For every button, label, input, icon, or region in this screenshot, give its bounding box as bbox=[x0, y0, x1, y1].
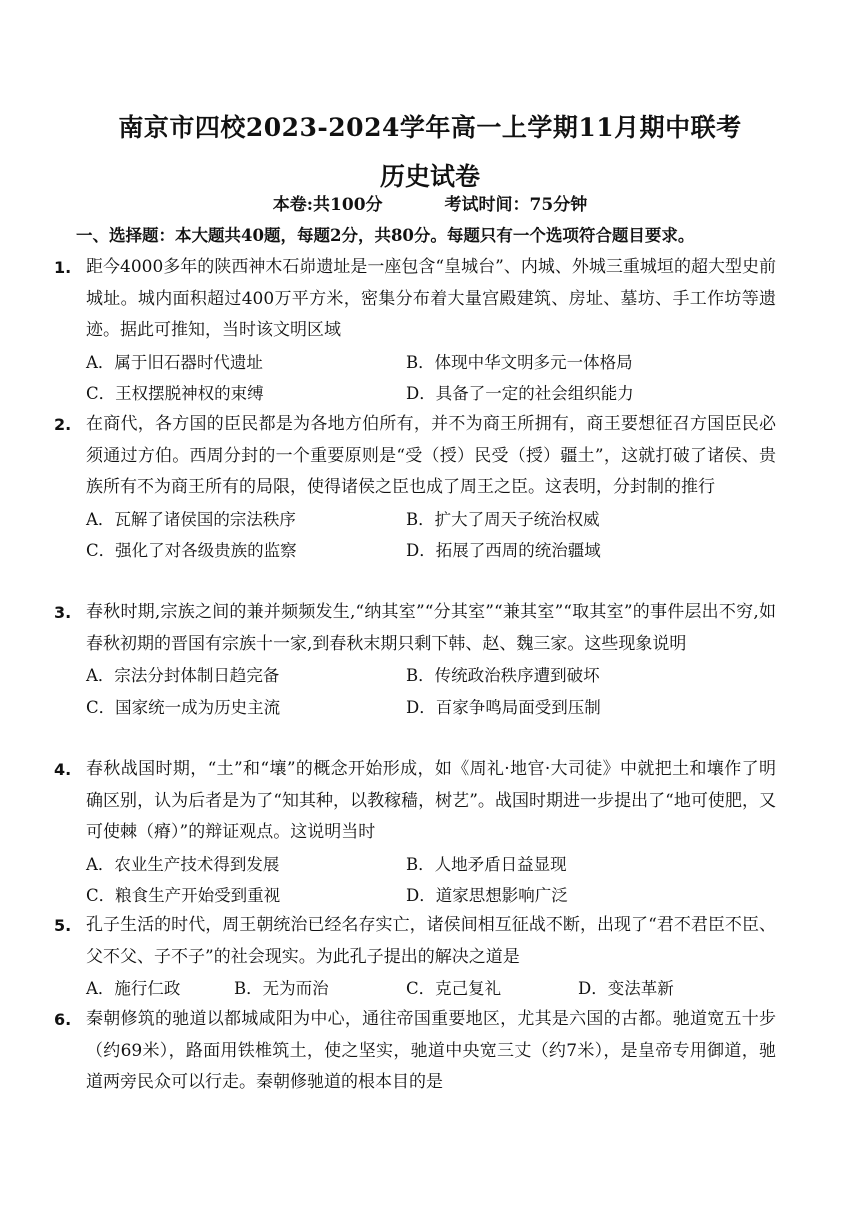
option-a: A．宗法分封体制日趋完备 bbox=[86, 666, 280, 685]
exam-duration: 考试时间：75分钟 bbox=[444, 195, 588, 215]
option-b: B．扩大了周天子统治权威 bbox=[406, 509, 600, 529]
option-c: C．粮食生产开始受到重视 bbox=[86, 886, 281, 905]
option-b: B．体现中华文明多元一体格局 bbox=[406, 352, 633, 372]
option-row bbox=[86, 504, 776, 536]
option-d: D．具备了一定的社会组织能力 bbox=[406, 384, 634, 403]
option-row bbox=[86, 347, 776, 379]
option-b: B．无为而治 bbox=[234, 979, 329, 998]
option-d: D．变法革新 bbox=[578, 979, 674, 998]
question-4 bbox=[54, 754, 776, 912]
section-heading: 一、选择题：本大题共40题，每题2分，共80分。每题只有一个选项符合题目要求。 bbox=[76, 226, 695, 245]
option-a: A．瓦解了诸侯国的宗法秩序 bbox=[86, 509, 296, 529]
question-number: 2. bbox=[54, 415, 72, 434]
option-c: C．国家统一成为历史主流 bbox=[86, 697, 281, 717]
option-row bbox=[86, 378, 776, 410]
exam-info bbox=[0, 190, 860, 215]
option-d: D．道家思想影响广泛 bbox=[406, 886, 568, 905]
option-c: C．王权摆脱神权的束缚 bbox=[86, 384, 264, 403]
option-row bbox=[86, 880, 776, 912]
option-row bbox=[86, 535, 776, 567]
question-number: 5. bbox=[54, 916, 72, 935]
question-stem: 秦朝修筑的驰道以都城咸阳为中心，通往帝国重要地区，尤其是六国的古都。驰道宽五十步（约69米），路面用铁椎筑土，使之坚实，驰道中央宽三丈（约7米），是皇帝专用御道，驰道两旁民众可以行走。秦朝修驰道的根本目的是 bbox=[86, 1009, 776, 1092]
option-d: D．拓展了西周的统治疆域 bbox=[406, 541, 601, 560]
option-row bbox=[86, 973, 776, 1005]
option-a: A．农业生产技术得到发展 bbox=[86, 854, 280, 874]
exam-subtitle: 历史试卷 bbox=[379, 162, 480, 191]
question-3 bbox=[54, 597, 776, 723]
question-number: 1. bbox=[54, 258, 72, 277]
question-number: 4. bbox=[54, 760, 72, 779]
question-stem: 在商代，各方国的臣民都是为各地方伯所有，并不为商王所拥有，商王要想征召方国臣民必须通过方伯。西周分封的一个重要原则是“受（授）民受（授）疆土”，这就打破了诸侯、贵族所有不为商王所有的局限，使得诸侯之臣也成了周王之臣。这表明，分封制的推行 bbox=[86, 414, 776, 497]
question-number: 6. bbox=[54, 1010, 72, 1029]
exam-title: 南京市四校2023-2024学年高一上学期11月期中联考 bbox=[118, 113, 742, 142]
question-stem: 春秋时期,宗族之间的兼并频频发生,“纳其室”“分其室”“兼其室”“取其室”的事件层出不穷,如春秋初期的晋国有宗族十一家,到春秋末期只剩下韩、赵、魏三家。这些现象说明 bbox=[86, 602, 776, 654]
option-a: A．属于旧石器时代遗址 bbox=[86, 352, 263, 372]
question-stem: 春秋战国时期，“土”和“壤”的概念开始形成，如《周礼·地官·大司徒》中就把土和壤作了明确区别，认为后者是为了“知其种，以教稼穑，树艺”。战国时期进一步提出了“地可使肥，又可使棘（瘠）”的辩证观点。这说明当时 bbox=[86, 759, 776, 842]
question-5 bbox=[54, 910, 776, 1005]
option-row bbox=[86, 692, 776, 724]
question-6 bbox=[54, 1004, 776, 1099]
question-stem: 孔子生活的时代，周王朝统治已经名存实亡，诸侯间相互征战不断，出现了“君不君臣不臣、父不父、子不子”的社会现实。为此孔子提出的解决之道是 bbox=[86, 915, 776, 967]
question-number: 3. bbox=[54, 603, 72, 622]
question-2 bbox=[54, 409, 776, 567]
option-b: B．传统政治秩序遭到破坏 bbox=[406, 666, 600, 685]
total-score: 本卷:共100分 bbox=[272, 195, 383, 215]
option-a: A．施行仁政 bbox=[86, 979, 181, 998]
option-b: B．人地矛盾日益显现 bbox=[406, 854, 567, 874]
option-d: D．百家争鸣局面受到压制 bbox=[406, 697, 601, 717]
option-c: C．克己复礼 bbox=[406, 979, 502, 998]
option-row bbox=[86, 660, 776, 692]
option-c: C．强化了对各级贵族的监察 bbox=[86, 541, 297, 560]
question-stem: 距今4000多年的陕西神木石峁遗址是一座包含“皇城台”、内城、外城三重城垣的超大型史前城址。城内面积超过400万平方米，密集分布着大量宫殿建筑、房址、墓坊、手工作坊等遗迹。据此可推知，当时该文明区域 bbox=[86, 257, 776, 340]
question-1 bbox=[54, 252, 776, 410]
option-row bbox=[86, 849, 776, 881]
